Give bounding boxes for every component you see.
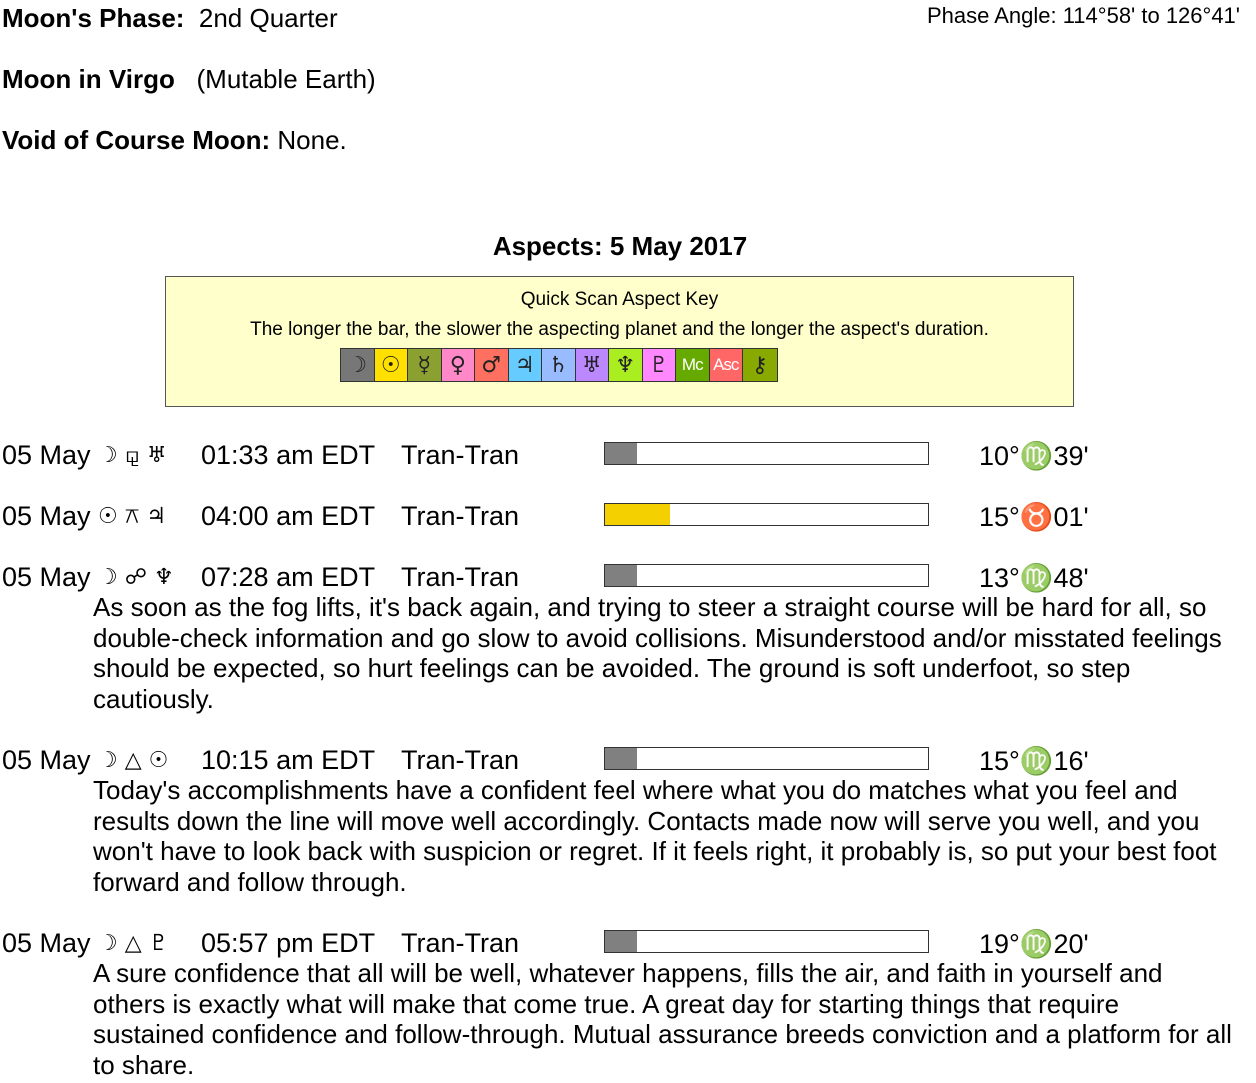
- moon-phase-line: [2, 3, 338, 34]
- aspect-entry: [2, 501, 1242, 532]
- aspect-duration-bar: [604, 747, 929, 770]
- key-color-row: [340, 348, 778, 382]
- void-of-course-line: [2, 125, 347, 156]
- aspect-position: 15°♍16': [979, 746, 1089, 776]
- uranus-icon: ♅: [576, 349, 610, 381]
- aspect-duration-fill: [605, 931, 637, 952]
- voc-label: Void of Course Moon:: [2, 125, 271, 155]
- aspect-position: 13°♍48': [979, 563, 1089, 593]
- aspect-duration-bar: [604, 930, 929, 953]
- aspect-duration-fill: [605, 748, 637, 769]
- aspect-time: 07:28 am EDT: [201, 562, 376, 592]
- aspect-type: Tran-Tran: [401, 745, 520, 775]
- voc-value: None.: [277, 125, 347, 155]
- quick-scan-aspect-key: [165, 276, 1074, 407]
- aspect-entry: [2, 562, 1242, 714]
- aspect-type: Tran-Tran: [401, 440, 520, 470]
- sun-icon: ☉: [375, 349, 409, 381]
- mars-icon: ♂: [475, 349, 509, 381]
- aspect-description: As soon as the fog lifts, it's back again, and trying to steer a straight course will be hard for all, so double-check information and go slow to avoid collisions. Misunderstood and/or misstated feelings should be expected, so hurt feelings can be avoided. The ground is soft underfoot, so step cautiously.: [93, 592, 1222, 714]
- aspect-date: 05 May: [2, 440, 91, 470]
- aspect-time: 04:00 am EDT: [201, 501, 376, 531]
- aspect-position: 10°♍39': [979, 441, 1089, 471]
- mercury-icon: ☿: [408, 349, 442, 381]
- moon-phase-label: Moon's Phase:: [2, 3, 185, 33]
- aspect-duration-fill: [605, 565, 637, 586]
- aspect-glyphs-icon: ☽ △ ☉: [98, 748, 169, 773]
- moon-icon: ☽: [341, 349, 375, 381]
- aspect-date: 05 May: [2, 562, 91, 592]
- aspect-date: 05 May: [2, 928, 91, 958]
- key-title: Quick Scan Aspect Key: [520, 289, 719, 310]
- aspect-position: 19°♍20': [979, 929, 1089, 959]
- aspect-description: A sure confidence that all will be well, whatever happens, fills the air, and faith in yourself and others is exactly what will make that come true. A great day for starting things that require sustained confidence and follow-through. Mutual assurance breeds conviction and a platform for all to share.: [93, 958, 1232, 1080]
- key-description: The longer the bar, the slower the aspecting planet and the longer the aspect's duration.: [250, 319, 989, 340]
- aspect-date: 05 May: [2, 501, 91, 531]
- aspect-entry: [2, 928, 1242, 1080]
- midheaven-icon: Mc: [676, 349, 710, 381]
- aspect-entry: [2, 745, 1242, 897]
- aspect-date: 05 May: [2, 745, 91, 775]
- aspect-time: 01:33 am EDT: [201, 440, 376, 470]
- moon-phase-value: 2nd Quarter: [198, 3, 338, 33]
- aspect-position: 15°♉01': [979, 502, 1089, 532]
- jupiter-icon: ♃: [509, 349, 543, 381]
- venus-icon: ♀: [442, 349, 476, 381]
- aspect-duration-bar: [604, 503, 929, 526]
- aspect-type: Tran-Tran: [401, 501, 520, 531]
- aspect-glyphs-icon: ☽ △ ♇: [98, 931, 169, 956]
- aspect-time: 10:15 am EDT: [201, 745, 376, 775]
- phase-angle: Phase Angle: 114°58' to 126°41': [926, 3, 1240, 28]
- moon-sign-line: [2, 64, 376, 95]
- aspect-description: Today's accomplishments have a confident feel where what you do matches what you feel and results down the line will move well accordingly. Contacts made now will serve you well, and you won't have to look back with suspicion or regret. If it feels right, it probably is, so put your best foot forward and follow through.: [93, 775, 1217, 897]
- ascendant-icon: Asc: [710, 349, 744, 381]
- neptune-icon: ♆: [609, 349, 643, 381]
- aspect-glyphs-icon: ☽ ⚼ ♅: [98, 443, 167, 468]
- pluto-icon: ♇: [643, 349, 677, 381]
- saturn-icon: ♄: [542, 349, 576, 381]
- moon-sign-label: Moon in Virgo: [2, 64, 175, 94]
- aspect-type: Tran-Tran: [401, 928, 520, 958]
- aspect-duration-bar: [604, 442, 929, 465]
- aspect-glyphs-icon: ☽ ☍ ♆: [98, 565, 174, 590]
- aspect-time: 05:57 pm EDT: [201, 928, 376, 958]
- aspect-duration-fill: [605, 504, 670, 525]
- aspect-duration-fill: [605, 443, 637, 464]
- chiron-icon: ⚷: [743, 349, 777, 381]
- moon-sign-detail: (Mutable Earth): [196, 64, 376, 94]
- aspect-entry: [2, 440, 1242, 471]
- aspects-title: Aspects: 5 May 2017: [492, 231, 748, 261]
- aspect-type: Tran-Tran: [401, 562, 520, 592]
- aspect-duration-bar: [604, 564, 929, 587]
- aspect-glyphs-icon: ☉ ⚻ ♃: [98, 504, 167, 529]
